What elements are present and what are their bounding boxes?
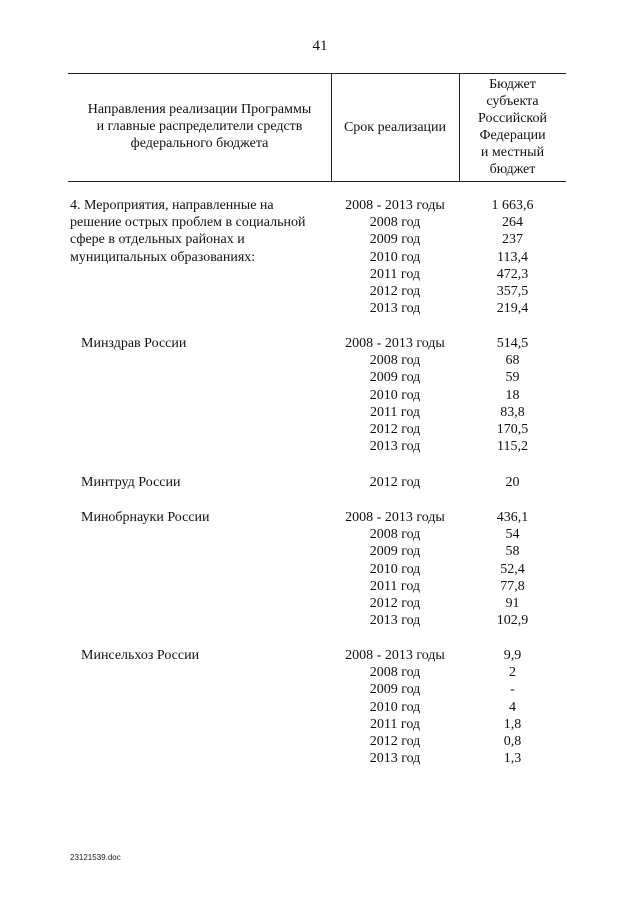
amount-cell: 91 (505, 596, 520, 612)
period-cell: 2008 - 2013 годы (345, 198, 445, 213)
section-minselkhoz-amounts (459, 647, 566, 767)
amount-cell: 237 (502, 232, 523, 248)
table-top-rule (68, 73, 566, 74)
period-cell: 2011 год (369, 404, 421, 420)
section-minobrnauki-description (81, 509, 343, 526)
period-cell: 2009 год (369, 682, 421, 698)
amount-cell: 219,4 (496, 301, 529, 317)
section-mintrud-periods (331, 474, 459, 491)
amount-cell: 18 (505, 387, 520, 403)
period-cell: 2010 год (369, 699, 421, 715)
description-line: Минсельхоз России (81, 648, 200, 663)
section-minselkhoz-description (81, 647, 343, 664)
amount-cell: 436,1 (496, 510, 529, 525)
section-minselkhoz-periods (331, 647, 459, 767)
period-cell: 2009 год (369, 232, 421, 248)
amount-cell: 1,3 (503, 751, 522, 767)
description-line: Минтруд России (81, 475, 181, 490)
period-cell: 2008 - 2013 годы (345, 510, 445, 525)
period-cell: 2008 - 2013 годы (345, 648, 445, 663)
header-directions-line: Направления реализации Программы (87, 102, 312, 117)
amount-cell: 170,5 (496, 422, 529, 438)
description-line: муниципальных образованиях: (70, 249, 256, 265)
header-directions-line: федерального бюджета (130, 136, 269, 151)
amount-cell: 514,5 (496, 336, 529, 351)
period-cell: 2012 год (369, 422, 421, 438)
amount-cell: 54 (505, 527, 520, 543)
amount-cell: 264 (502, 215, 523, 231)
period-cell: 2011 год (369, 716, 421, 732)
period-cell: 2012 год (369, 284, 421, 300)
period-cell: 2013 год (369, 439, 421, 455)
description-line: решение острых проблем в социальной (70, 215, 306, 231)
amount-cell: 357,5 (496, 284, 529, 300)
period-cell: 2008 год (369, 353, 421, 369)
page-number: 41 (312, 38, 328, 54)
amount-cell: 9,9 (503, 648, 522, 663)
description-line: Минобрнауки России (81, 510, 210, 525)
amount-cell: 59 (505, 370, 520, 386)
section-activity-4-periods (331, 197, 459, 317)
header-period-line: Срок реализации (343, 120, 447, 135)
header-directions (68, 101, 331, 152)
amount-cell: 4 (509, 699, 516, 715)
period-cell: 2012 год (369, 475, 421, 490)
period-cell: 2010 год (369, 561, 421, 577)
period-cell: 2008 год (369, 215, 421, 231)
period-cell: 2009 год (369, 544, 421, 560)
section-mintrud-description (81, 474, 343, 491)
period-cell: 2011 год (369, 266, 421, 282)
amount-cell: 1,8 (503, 716, 522, 732)
section-minzdrav-amounts (459, 335, 566, 455)
amount-cell: 472,3 (496, 266, 529, 282)
description-line: Минздрав России (81, 336, 187, 351)
period-cell: 2010 год (369, 249, 421, 265)
period-cell: 2013 год (369, 613, 421, 629)
section-minzdrav-description (81, 335, 343, 352)
amount-cell: 115,2 (497, 439, 528, 455)
section-activity-4-description (70, 197, 332, 266)
period-cell: 2008 - 2013 годы (345, 336, 445, 351)
header-budget-line: и местный (480, 145, 545, 160)
section-activity-4-amounts (459, 197, 566, 317)
period-cell: 2013 год (369, 751, 421, 767)
header-budget-line: Федерации (479, 128, 546, 143)
header-budget-line: Бюджет (489, 77, 536, 92)
header-budget-line: бюджет (489, 162, 536, 177)
section-minobrnauki-amounts (459, 509, 566, 629)
amount-cell: 102,9 (496, 613, 529, 629)
amount-cell: 2 (509, 665, 516, 681)
period-cell: 2008 год (369, 527, 421, 543)
period-cell: 2013 год (369, 301, 421, 317)
amount-cell: 77,8 (500, 578, 525, 594)
section-minzdrav-periods (331, 335, 459, 455)
amount-cell: 58 (505, 544, 520, 560)
amount-cell: 1 663,6 (491, 198, 534, 213)
amount-cell: 52,4 (500, 561, 525, 577)
header-directions-line: и главные распределители средств (96, 119, 303, 134)
amount-cell: 68 (505, 353, 520, 369)
period-cell: 2012 год (369, 734, 421, 750)
section-minobrnauki-periods (331, 509, 459, 629)
header-period (331, 119, 459, 136)
period-cell: 2008 год (369, 665, 421, 681)
amount-cell: - (510, 682, 515, 698)
period-cell: 2011 год (369, 578, 421, 594)
amount-cell: 83,8 (500, 404, 525, 420)
description-line: сфере в отдельных районах и (70, 232, 245, 248)
period-cell: 2009 год (369, 370, 421, 386)
header-budget-line: Российской (478, 111, 547, 126)
amount-cell: 20 (505, 475, 520, 490)
document-filename-footer: 23121539.doc (70, 853, 121, 862)
description-line: 4. Мероприятия, направленные на (70, 198, 274, 213)
period-cell: 2010 год (369, 387, 421, 403)
amount-cell: 113,4 (497, 249, 528, 265)
header-budget (459, 76, 566, 178)
table-header-bottom-rule (68, 181, 566, 182)
header-budget-line: субъекта (486, 94, 539, 109)
period-cell: 2012 год (369, 596, 421, 612)
section-mintrud-amounts (459, 474, 566, 491)
amount-cell: 0,8 (503, 734, 522, 750)
